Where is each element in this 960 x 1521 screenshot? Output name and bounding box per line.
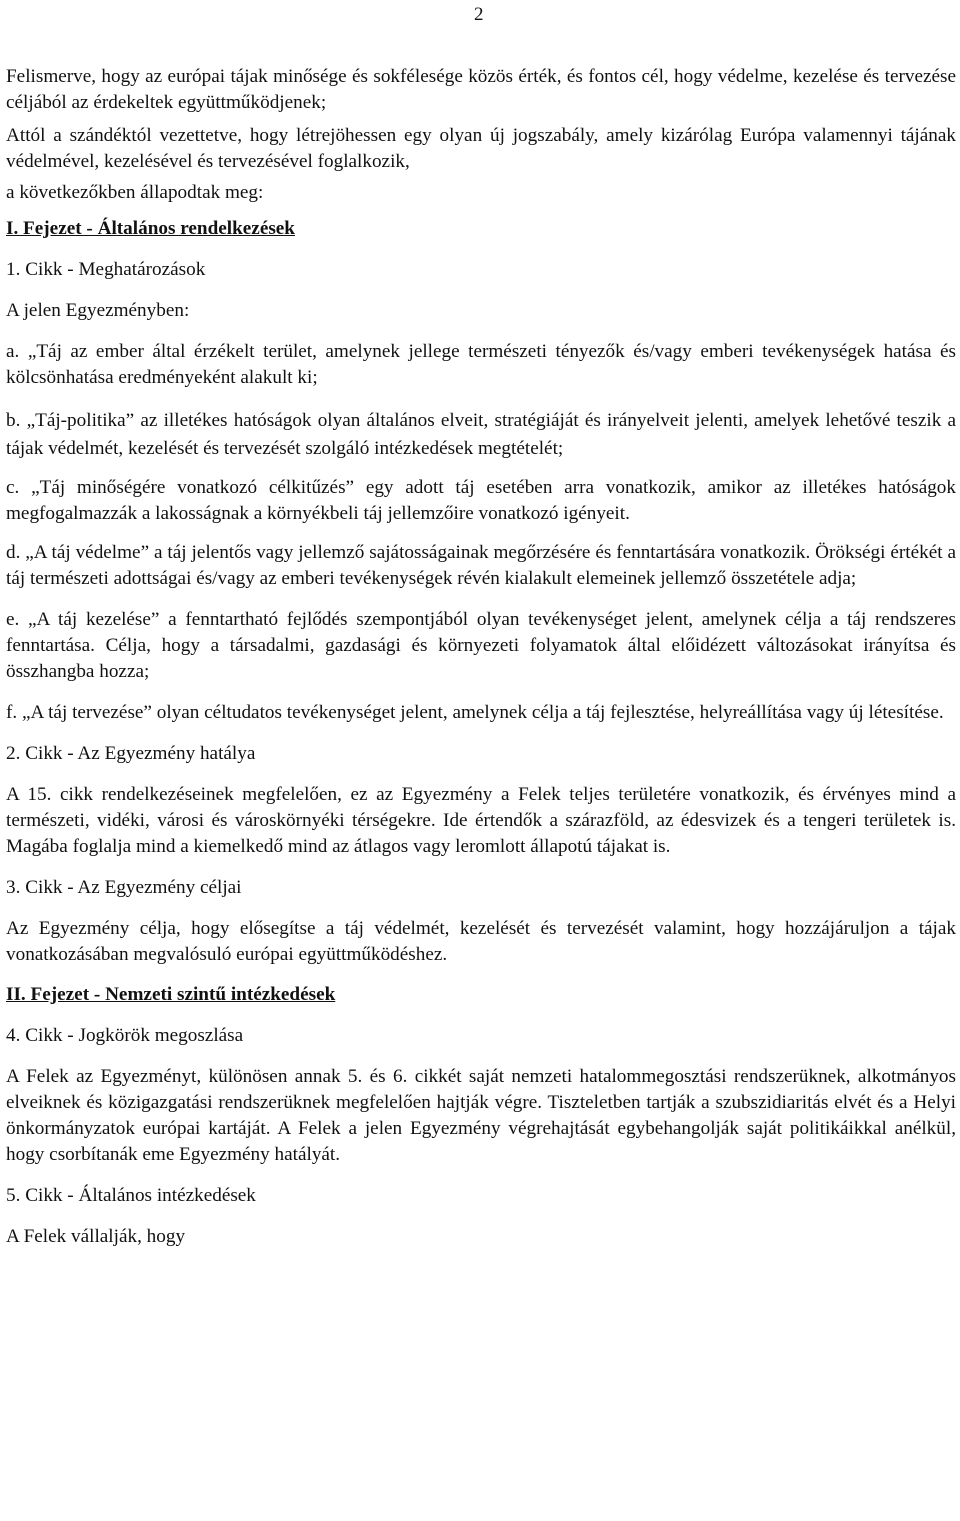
definition-a: a. „Táj az ember által érzékelt terület, amelynek jellege természeti tényezők és/vagy emberi tevékenységek hatása és kölcsönhatása eredményeként alakult ki;: [6, 341, 956, 388]
definition-c: c. „Táj minőségére vonatkozó célkitűzés” egy adott táj esetében arra vonatkozik, amikor az illetékes hatóságok megfogalmazzák a lakosságnak a környékbeli táj jellemzőire vonatkozó igényeit.: [6, 477, 956, 524]
document-body: [6, 64, 956, 1250]
page-number: 2: [474, 4, 484, 25]
article-5-intro: A Felek vállalják, hogy: [6, 1226, 186, 1247]
article-2-heading: 2. Cikk - Az Egyezmény hatálya: [6, 743, 256, 764]
preamble-paragraph-3: a következőkben állapodtak meg:: [6, 182, 264, 203]
preamble-paragraph-2: Attól a szándéktól vezettetve, hogy létrejöhessen egy olyan új jogszabály, amely kizárólag Európa valamennyi tájának védelmével, kezelésével és tervezésével foglalkozik,: [6, 125, 956, 172]
definition-f: f. „A táj tervezése” olyan céltudatos tevékenységet jelent, amelynek célja a táj fejlesztése, helyreállítása vagy új létesítése.: [6, 702, 944, 723]
chapter-1-heading: I. Fejezet - Általános rendelkezések: [6, 218, 295, 239]
definition-d: d. „A táj védelme” a táj jelentős vagy jellemző sajátosságainak megőrzésére és fenntartására vonatkozik. Örökségi értékét a táj természeti adottságai és/vagy az emberi tevékenységek révén kialakult elemeinek jellemző összetétele adja;: [6, 542, 956, 589]
preamble-paragraph-1: Felismerve, hogy az európai tájak minősége és sokfélesége közös érték, és fontos cél, hogy védelme, kezelése és tervezése céljából az érdekeltek együttműködjenek;: [6, 66, 956, 113]
definition-b: b. „Táj-politika” az illetékes hatóságok olyan általános elveit, stratégiáját és irányelveit jelenti, amelyek lehetővé teszik a tájak védelmét, kezelését és tervezését szolgáló intézkedések megtételét;: [6, 410, 956, 459]
article-1-heading: 1. Cikk - Meghatározások: [6, 259, 206, 280]
article-5-heading: 5. Cikk - Általános intézkedések: [6, 1185, 256, 1206]
article-3-heading: 3. Cikk - Az Egyezmény céljai: [6, 877, 242, 898]
article-1-intro: A jelen Egyezményben:: [6, 300, 190, 321]
article-2-text: A 15. cikk rendelkezéseinek megfelelően, ez az Egyezmény a Felek teljes területére vonatkozik, és érvényes mind a természeti, vidéki, városi és városkörnyéki térségekre. Ide értendők a szárazföld, az édesvizek és a tengeri területek is. Magába foglalja mind a kiemelkedő mind az átlagos vagy leromlott állapotú tájakat is.: [6, 784, 956, 857]
article-4-heading: 4. Cikk - Jogkörök megoszlása: [6, 1025, 244, 1046]
article-3-text: Az Egyezmény célja, hogy elősegítse a táj védelmét, kezelését és tervezését valamint, hogy hozzájáruljon a tájak vonatkozásában megvalósuló európai együttműködéshez.: [6, 918, 956, 965]
chapter-2-heading: II. Fejezet - Nemzeti szintű intézkedések: [6, 984, 336, 1005]
definition-e: e. „A táj kezelése” a fenntartható fejlődés szempontjából olyan tevékenységet jelent, amelynek célja a táj rendszeres fenntartása. Célja, hogy a társadalmi, gazdasági és környezeti folyamatok által előidézett változásokat irányítsa és összhangba hozza;: [6, 609, 956, 682]
article-4-text: A Felek az Egyezményt, különösen annak 5. és 6. cikkét saját nemzeti hatalommegosztási rendszerüknek, alkotmányos elveiknek és közigazgatási rendszerüknek megfelelően hajtják végre. Tiszteletben tartják a szubszidiaritás elvét és a Helyi önkormányzatok európai kartáját. A Felek a jelen Egyezmény végrehajtását egybehangolják saját politikáikkal anélkül, hogy csorbítanák eme Egyezmény hatályát.: [6, 1066, 956, 1165]
